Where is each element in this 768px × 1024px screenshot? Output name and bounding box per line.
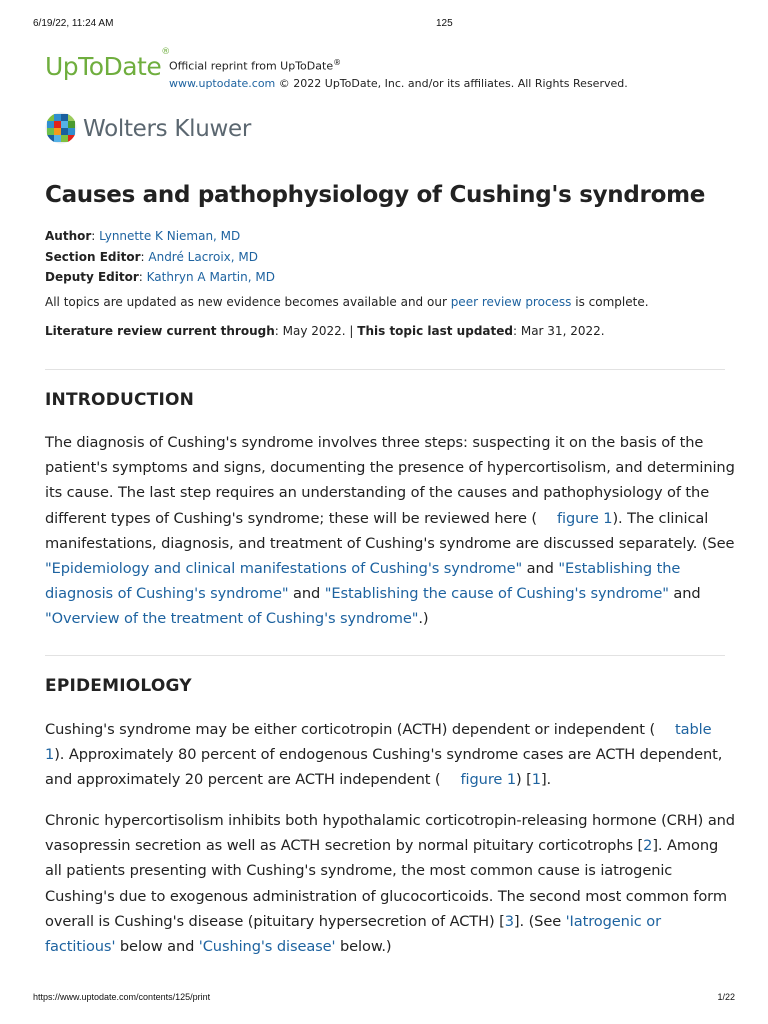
reference-2-link[interactable]: 2	[643, 837, 653, 855]
figure-1-link[interactable]: figure 1	[460, 771, 517, 789]
table-1-link[interactable]: table 1	[45, 721, 712, 764]
author-row: Author: Lynnette K Nieman, MD	[45, 229, 241, 243]
page-counter: 1/22	[717, 992, 735, 1002]
section-editor-row: Section Editor: André Lacroix, MD	[45, 249, 258, 264]
epidemiology-topic-link[interactable]: "Epidemiology and clinical manifestations of Cushing's syndrome"	[45, 560, 523, 578]
section-editor-link[interactable]: André Lacroix, MD	[148, 249, 258, 264]
page-title: Causes and pathophysiology of Cushing's syndrome	[45, 182, 706, 208]
print-page-id: 125	[436, 18, 453, 29]
introduction-paragraph: The diagnosis of Cushing's syndrome involves three steps: suspecting it on the basis of the patient's symptoms and signs, documenting the presence of hypercortisolism, and determining its cause. The last step requires an understanding of the causes and pathophysiology of the different types of Cushing's syndrome; these will be reviewed here ( figure 1). The clinical manifestations, diagnosis, and treatment of Cushing's syndrome are discussed separately. (See "Epidemiology and clinical manifestations of Cushing's syndrome" and "Establishing the diagnosis of Cushing's syndrome" and "Establishing the cause of Cushing's syndrome" and "Overview of the treatment of Cushing's syndrome".)	[45, 434, 735, 628]
author-block	[45, 226, 735, 288]
reference-3-link[interactable]: 3	[504, 912, 514, 930]
diagnosis-topic-link[interactable]: "Establishing the diagnosis of Cushing's syndrome"	[45, 560, 681, 603]
review-dates: Literature review current through: May 2022. | This topic last updated: Mar 31, 2022.	[45, 324, 605, 338]
print-footer	[33, 992, 735, 1006]
cushings-disease-section-link[interactable]: 'Cushing's disease'	[198, 938, 336, 956]
cause-topic-link[interactable]: "Establishing the cause of Cushing's syndrome"	[324, 585, 669, 603]
peer-review-link[interactable]: peer review process	[450, 295, 572, 309]
deputy-editor-link[interactable]: Kathryn A Martin, MD	[146, 270, 275, 284]
copyright-text: © 2022 UpToDate, Inc. and/or its affiliates. All Rights Reserved.	[275, 76, 628, 90]
divider	[45, 369, 725, 370]
print-url: https://www.uptodate.com/contents/125/print	[33, 992, 211, 1002]
wolters-kluwer-mosaic-icon	[45, 112, 77, 144]
epidemiology-paragraph-1: Cushing's syndrome may be either corticotropin (ACTH) dependent or independent ( table 1). Approximately 80 percent of endogenous Cushing's syndrome cases are ACTH dependent, and approximately 20 percent are ACTH independent ( figure 1) [1].	[45, 721, 723, 789]
print-date: 6/19/22, 11:24 AM	[33, 18, 114, 29]
author-link[interactable]: Lynnette K Nieman, MD	[99, 229, 241, 243]
publisher-logo	[45, 112, 305, 148]
deputy-editor-row: Deputy Editor: Kathryn A Martin, MD	[45, 270, 275, 284]
update-notice: All topics are updated as new evidence becomes available and our peer review process is complete.	[45, 295, 649, 309]
reprint-banner	[45, 46, 745, 90]
section-heading-introduction: INTRODUCTION	[45, 390, 195, 410]
epidemiology-paragraph-2: Chronic hypercortisolism inhibits both hypothalamic corticotropin-releasing hormone (CRH) and vasopressin secretion as well as ACTH secretion by normal pituitary corticotrophs [2]. Among all patients presenting with Cushing's syndrome, the most common cause is iatrogenic Cushing's due to exogenous administration of glucocorticoids. The second most common form overall is Cushing's disease (pituitary hypersecretion of ACTH) [3]. (See 'Iatrogenic or factitious' below and 'Cushing's disease' below.)	[45, 812, 735, 956]
iatrogenic-section-link[interactable]: 'Iatrogenic or factitious'	[45, 912, 661, 956]
reprint-notice: Official reprint from UpToDate® www.uptodate.com © 2022 UpToDate, Inc. and/or its affiliates. All Rights Reserved.	[169, 58, 628, 90]
publisher-name: Wolters Kluwer	[83, 116, 252, 142]
divider	[45, 655, 725, 656]
reference-1-link[interactable]: 1	[531, 771, 541, 789]
treatment-topic-link[interactable]: "Overview of the treatment of Cushing's syndrome"	[45, 610, 419, 628]
figure-1-link[interactable]: figure 1	[556, 509, 613, 527]
section-heading-epidemiology: EPIDEMIOLOGY	[45, 676, 192, 696]
uptodate-logo: UpToDate®	[45, 46, 170, 81]
print-header	[33, 18, 735, 32]
uptodate-site-link[interactable]: www.uptodate.com	[169, 76, 276, 90]
